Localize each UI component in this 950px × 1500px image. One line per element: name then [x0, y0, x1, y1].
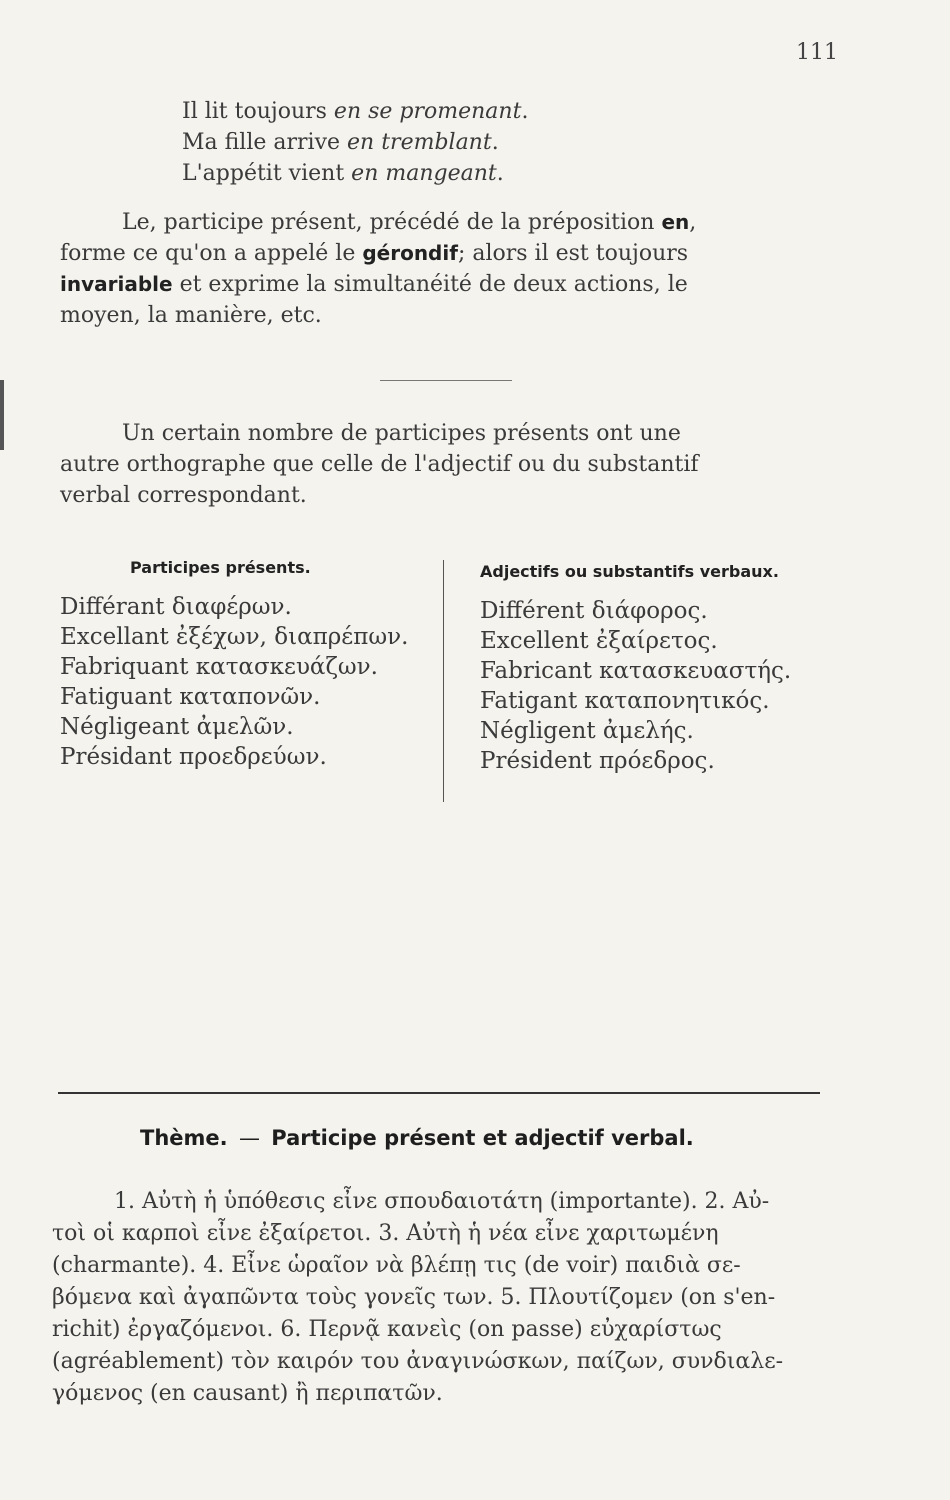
adjectives-list	[480, 596, 791, 776]
adjectives-header: Adjectifs ou substantifs verbaux.	[480, 562, 779, 581]
page-edge-mark	[0, 380, 4, 450]
list-item: Excellant ἐξέχων, διαπρέπων.	[60, 624, 409, 650]
exercise-text	[52, 1186, 827, 1410]
list-item: Négligeant ἀμελῶν.	[60, 714, 294, 740]
page-number: 111	[796, 40, 838, 65]
examples-block	[60, 96, 830, 189]
exercise-line: (charmante). 4. Εἶνε ὡραῖον νὰ βλέπῃ τις (de voir) παιδιὰ σε-	[52, 1253, 741, 1278]
list-item: Président πρόεδρος.	[480, 748, 715, 774]
list-item: Négligent ἀμελής.	[480, 718, 694, 744]
rule-paragraph	[60, 207, 830, 331]
section-rule	[58, 1092, 820, 1094]
participles-header: Participes présents.	[130, 558, 311, 577]
example-line: Il lit toujours en se promenant.	[182, 99, 529, 124]
exercise-line: γόμενος (en causant) ἢ περιπατῶν.	[52, 1381, 443, 1406]
exercise-line: 1. Αὐτὴ ἡ ὑπόθεσις εἶνε σπουδαιοτάτη (importante). 2. Αὐ-	[114, 1189, 770, 1214]
section-separator	[380, 380, 512, 381]
rule-line: moyen, la manière, etc.	[60, 303, 322, 328]
list-item: Excellent ἐξαίρετος.	[480, 628, 718, 654]
list-item: Fabriquant κατασκευάζων.	[60, 654, 378, 680]
exercise-line: βόμενα καὶ ἀγαπῶντα τοὺς γονεῖς των. 5. Πλουτίζομεν (on s'en-	[52, 1285, 776, 1310]
orthography-note	[60, 418, 830, 511]
exercise-line: richit) ἐργαζόμενοι. 6. Περνᾷ κανεὶς (on passe) εὐχαρίστως	[52, 1317, 722, 1342]
list-item: Différant διαφέρων.	[60, 594, 292, 620]
example-line: L'appétit vient en mangeant.	[182, 161, 504, 186]
list-item: Fatiguant καταπονῶν.	[60, 684, 321, 710]
note-line: autre orthographe que celle de l'adjectif ou du substantif	[60, 452, 699, 477]
rule-line: forme ce qu'on a appelé le gérondif; alors il est toujours	[60, 241, 689, 266]
note-line: verbal correspondant.	[60, 483, 307, 508]
exercise-line: (agréablement) τὸν καιρόν του ἀναγινώσκων, παίζων, συνδιαλε-	[52, 1349, 784, 1374]
list-item: Différent διάφορος.	[480, 598, 708, 624]
theme-label: Thème.	[140, 1126, 228, 1150]
rule-line: Le, participe présent, précédé de la préposition en,	[122, 210, 697, 235]
participles-list	[60, 592, 408, 772]
theme-heading: Participe présent et adjectif verbal.	[271, 1126, 694, 1150]
rule-line: invariable et exprime la simultanéité de deux actions, le	[60, 272, 688, 297]
list-item: Fatigant καταπονητικός.	[480, 688, 770, 714]
list-item: Fabricant κατασκευαστής.	[480, 658, 792, 684]
theme-dash: —	[238, 1126, 260, 1150]
column-divider	[443, 560, 444, 802]
theme-title	[140, 1126, 800, 1150]
example-line: Ma fille arrive en tremblant.	[182, 130, 499, 155]
list-item: Présidant προεδρεύων.	[60, 744, 327, 770]
note-line: Un certain nombre de participes présents ont une	[122, 421, 681, 446]
exercise-line: τοὶ οἱ καρποὶ εἶνε ἐξαίρετοι. 3. Αὐτὴ ἡ νέα εἶνε χαριτωμένη	[52, 1221, 719, 1246]
